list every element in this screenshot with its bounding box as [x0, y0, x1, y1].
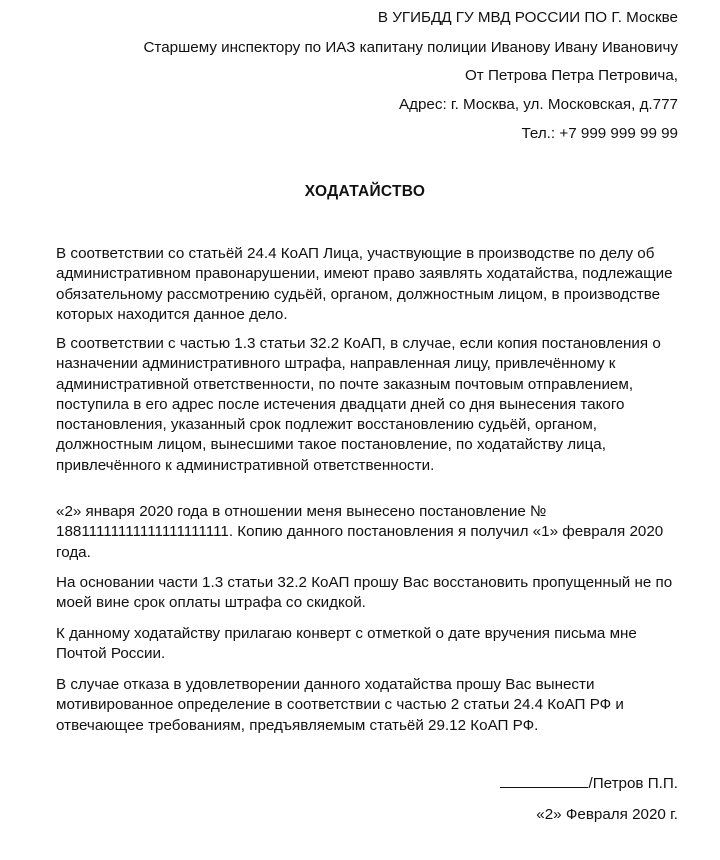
body-paragraph-1: В соответствии со статьёй 24.4 КоАП Лица, участвующие в производстве по делу об административном правонарушении, имеют право заявлять ходатайства, подлежащие обязательному рассмотрению судьёй, органом, должностным лицом, в производстве которых находится данное дело.: [56, 245, 673, 323]
body-paragraph-2: В соответствии с частью 1.3 статьи 32.2 КоАП, в случае, если копия постановления о назначении административного штрафа, направленная лицу, привлечённому к административной ответственности, по почте заказным почтовым отправлением, поступила в его адрес после истечения двадцати дней со дня вынесения такого постановления, указанный срок подлежит восстановлению судьёй, органом, должностным лицом, вынесшими такое постановление, по ходатайству лица, привлечённого к административной ответственности.: [56, 335, 661, 474]
body-paragraph-6: В случае отказа в удовлетворении данного ходатайства прошу Вас вынести мотивированное определение в соответствии с частью 2 статьи 24.4 КоАП РФ и отвечающее требованиям, предъявляемым статьёй 29.12 КоАП РФ.: [56, 676, 624, 734]
signature-block: [500, 773, 679, 793]
body-paragraph-3: «2» января 2020 года в отношении меня вынесено постановление № 18811111111111111111111. Копию данного постановления я получил «1» февраля 2020 года.: [56, 503, 664, 561]
signature-name: /Петров П.П.: [588, 775, 678, 792]
signature-date: «2» Февраля 2020 г.: [536, 806, 678, 823]
sender-address: Адрес: г. Москва, ул. Московская, д.777: [398, 96, 678, 113]
sender-phone: Тел.: +7 999 999 99 99: [521, 125, 678, 142]
recipient-organization: В УГИБДД ГУ МВД РОССИИ ПО Г. Москве: [377, 9, 678, 26]
signature-line: [500, 773, 588, 788]
body-paragraph-4: На основании части 1.3 статьи 32.2 КоАП прошу Вас восстановить пропущенный не по моей вине срок оплаты штрафа со скидкой.: [56, 574, 673, 612]
document-title: ХОДАТАЙСТВО: [304, 183, 426, 200]
recipient-person: Старшему инспектору по ИАЗ капитану полиции Иванову Ивану Ивановичу: [143, 39, 678, 56]
sender-name: От Петрова Петра Петровича,: [464, 67, 678, 84]
body-paragraph-5: К данному ходатайству прилагаю конверт с отметкой о дате вручения письма мне Почтой России.: [56, 625, 637, 663]
